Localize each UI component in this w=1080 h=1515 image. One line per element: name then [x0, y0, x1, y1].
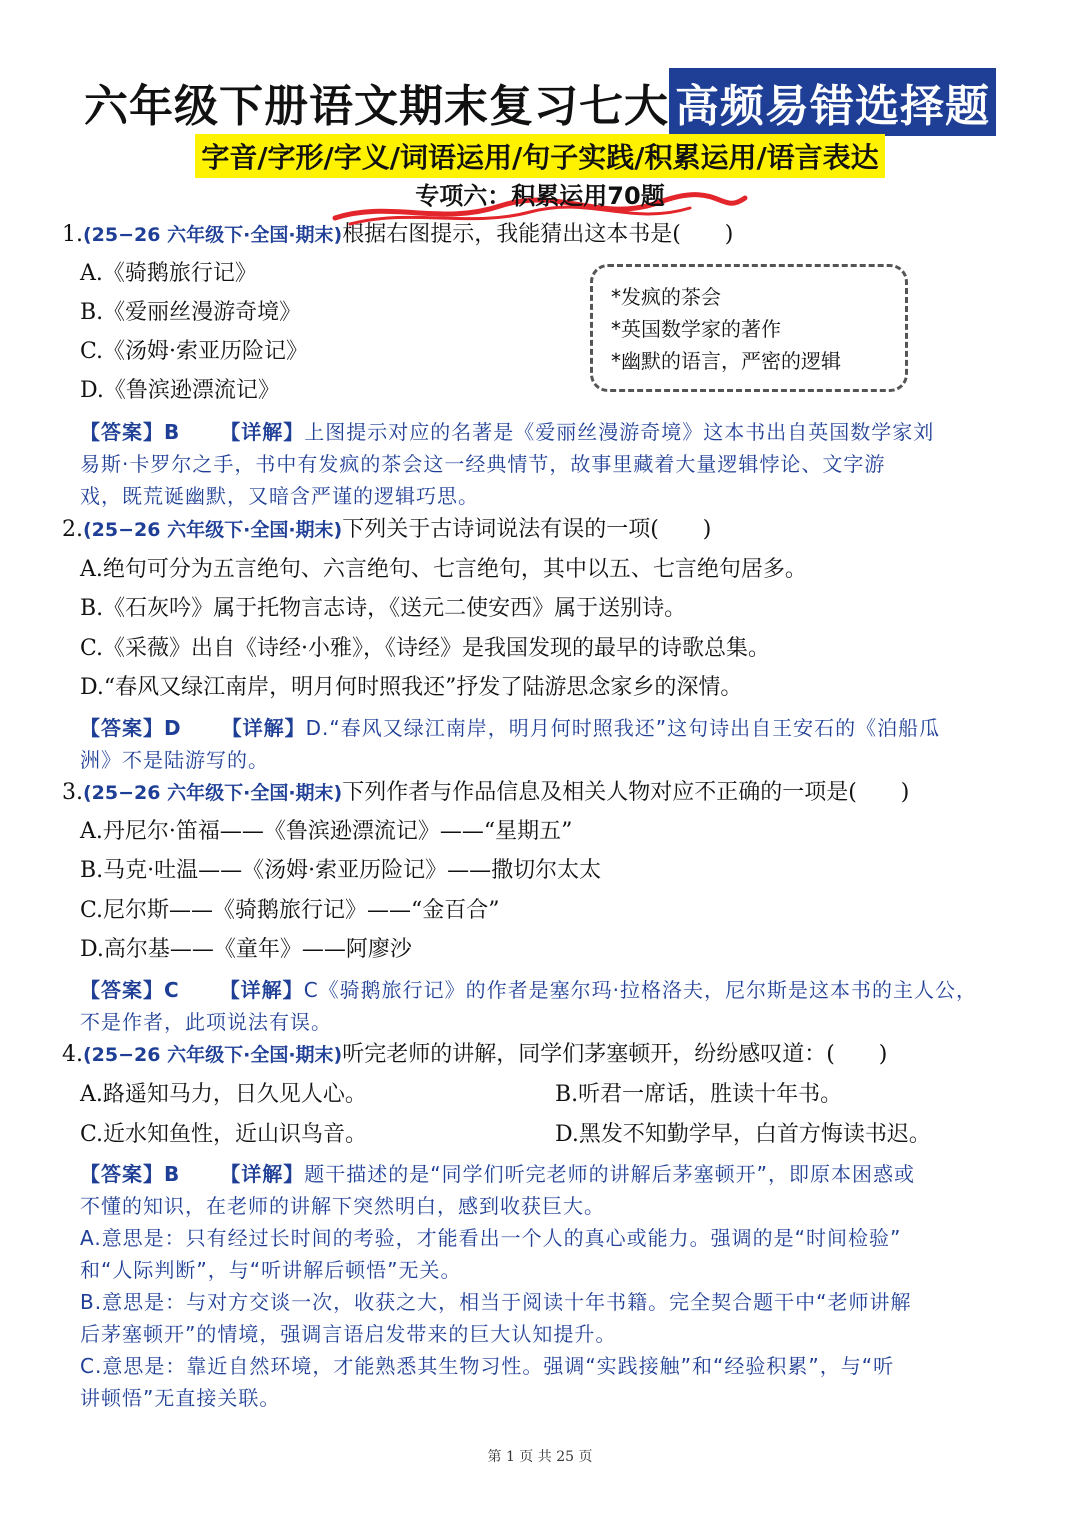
question-source: (25−26 六年级下·全国·期末)	[83, 1044, 343, 1066]
question-3-answer	[80, 974, 1030, 1038]
question-1-option-d: D.《鲁滨逊漂流记》	[80, 378, 280, 403]
question-text: 听完老师的讲解，同学们茅塞顿开，纷纷感叹道：( )	[342, 1042, 888, 1067]
section-heading	[0, 176, 1080, 224]
question-2-option-c: C.《采薇》出自《诗经·小雅》，《诗经》是我国发现的最早的诗歌总集。	[80, 636, 771, 661]
detail-tag: 【详解】	[219, 978, 304, 1002]
answer-tag: 【答案】D	[80, 716, 182, 740]
answer-line: 易斯·卡罗尔之手，书中有发疯的茶会这一经典情节，故事里藏着大量逻辑悖论、文字游	[80, 452, 886, 476]
answer-line: 不是作者，此项说法有误。	[80, 1010, 332, 1034]
section-title: 专项六：积累运用70题	[415, 182, 665, 210]
question-3-option-b: B.马克·吐温——《汤姆·索亚历险记》——撒切尔太太	[80, 858, 602, 883]
question-4-option-a: A.路遥知马力，日久见人心。	[80, 1082, 367, 1107]
question-text: 下列关于古诗词说法有误的一项( )	[342, 517, 712, 542]
page-footer: 第 1 页 共 25 页	[487, 1449, 593, 1465]
question-4-option-b: B.听君一席话，胜读十年书。	[555, 1082, 843, 1107]
question-1-answer	[80, 416, 1030, 512]
question-1-option-c: C.《汤姆·索亚历险记》	[80, 339, 309, 364]
answer-line: 和“人际判断”，与“听讲解后顿悟”无关。	[80, 1258, 462, 1282]
hint-box	[590, 264, 908, 392]
question-number: 1.	[62, 222, 83, 247]
question-source: (25−26 六年级下·全国·期末)	[83, 782, 343, 804]
question-2-option-a: A.绝句可分为五言绝句、六言绝句、七言绝句，其中以五、七言绝句居多。	[80, 557, 807, 582]
question-1-option-a: A.《骑鹅旅行记》	[80, 261, 257, 286]
page-title	[0, 68, 1080, 132]
answer-line: C.意思是：靠近自然环境，才能熟悉其生物习性。强调“实践接触”和“经验积累”，与“听	[80, 1354, 895, 1378]
question-3-option-a: A.丹尼尔·笛福——《鲁滨逊漂流记》——“星期五”	[80, 819, 573, 844]
answer-line: 不懂的知识，在老师的讲解下突然明白，感到收获巨大。	[80, 1194, 605, 1218]
hint-line: *发疯的茶会	[611, 285, 721, 309]
answer-line: 后茅塞顿开”的情境，强调言语启发带来的巨大认知提升。	[80, 1322, 617, 1346]
question-number: 4.	[62, 1042, 83, 1067]
question-number: 3.	[62, 780, 83, 805]
answer-tag: 【答案】B	[80, 420, 181, 444]
question-2-option-b: B.《石灰吟》属于托物言志诗，《送元二使安西》属于送别诗。	[80, 596, 687, 621]
question-text: 下列作者与作品信息及相关人物对应不正确的一项是( )	[342, 780, 910, 805]
question-text: 根据右图提示，我能猜出这本书是( )	[342, 222, 734, 247]
question-3-stem	[62, 778, 909, 808]
detail-tag: 【详解】	[221, 716, 306, 740]
hint-line: *英国数学家的著作	[611, 317, 781, 341]
question-4-option-c: C.近水知鱼性，近山识鸟音。	[80, 1122, 368, 1147]
question-number: 2.	[62, 517, 83, 542]
detail-tag: 【详解】	[220, 1162, 305, 1186]
title-main: 六年级下册语文期末复习七大	[84, 81, 669, 132]
subtitle-text: 字音/字形/字义/词语运用/句子实践/积累运用/语言表达	[195, 134, 884, 178]
answer-line: 上图提示对应的名著是《爱丽丝漫游奇境》这本书出自英国数学家刘	[304, 420, 935, 444]
question-1-option-b: B.《爱丽丝漫游奇境》	[80, 300, 302, 325]
question-3-option-c: C.尼尔斯——《骑鹅旅行记》——“金百合”	[80, 898, 500, 923]
answer-tag: 【答案】C	[80, 978, 180, 1002]
answer-line: B.意思是：与对方交谈一次，收获之大，相当于阅读十年书籍。完全契合题干中“老师讲解	[80, 1290, 912, 1314]
answer-line: C《骑鹅旅行记》的作者是塞尔玛·拉格洛夫，尼尔斯是这本书的主人公，	[303, 978, 978, 1002]
subtitle-banner	[0, 134, 1080, 178]
answer-line: A.意思是：只有经过长时间的考验，才能看出一个人的真心或能力。强调的是“时间检验”	[80, 1226, 902, 1250]
answer-line: 洲》不是陆游写的。	[80, 748, 269, 772]
answer-line: 讲顿悟”无直接关联。	[80, 1386, 281, 1410]
detail-tag: 【详解】	[220, 420, 305, 444]
question-source: (25−26 六年级下·全国·期末)	[83, 224, 343, 246]
question-2-option-d: D.“春风又绿江南岸，明月何时照我还”抒发了陆游思念家乡的深情。	[80, 675, 743, 700]
question-3-option-d: D.高尔基——《童年》——阿廖沙	[80, 937, 412, 962]
answer-line: 题干描述的是“同学们听完老师的讲解后茅塞顿开”，即原本困惑或	[304, 1162, 915, 1186]
question-2-stem	[62, 515, 711, 545]
answer-line: D.“春风又绿江南岸，明月何时照我还”这句诗出自王安石的《泊船瓜	[305, 716, 941, 740]
hint-line: *幽默的语言，严密的逻辑	[611, 349, 841, 373]
title-highlight: 高频易错选择题	[669, 68, 996, 136]
question-4-answer	[80, 1158, 1030, 1414]
answer-tag: 【答案】B	[80, 1162, 181, 1186]
question-2-answer	[80, 712, 1030, 776]
question-4-option-d: D.黑发不知勤学早，白首方悔读书迟。	[555, 1122, 931, 1147]
answer-line: 戏，既荒诞幽默，又暗含严谨的逻辑巧思。	[80, 484, 479, 508]
question-4-stem	[62, 1040, 887, 1070]
question-source: (25−26 六年级下·全国·期末)	[83, 519, 343, 541]
